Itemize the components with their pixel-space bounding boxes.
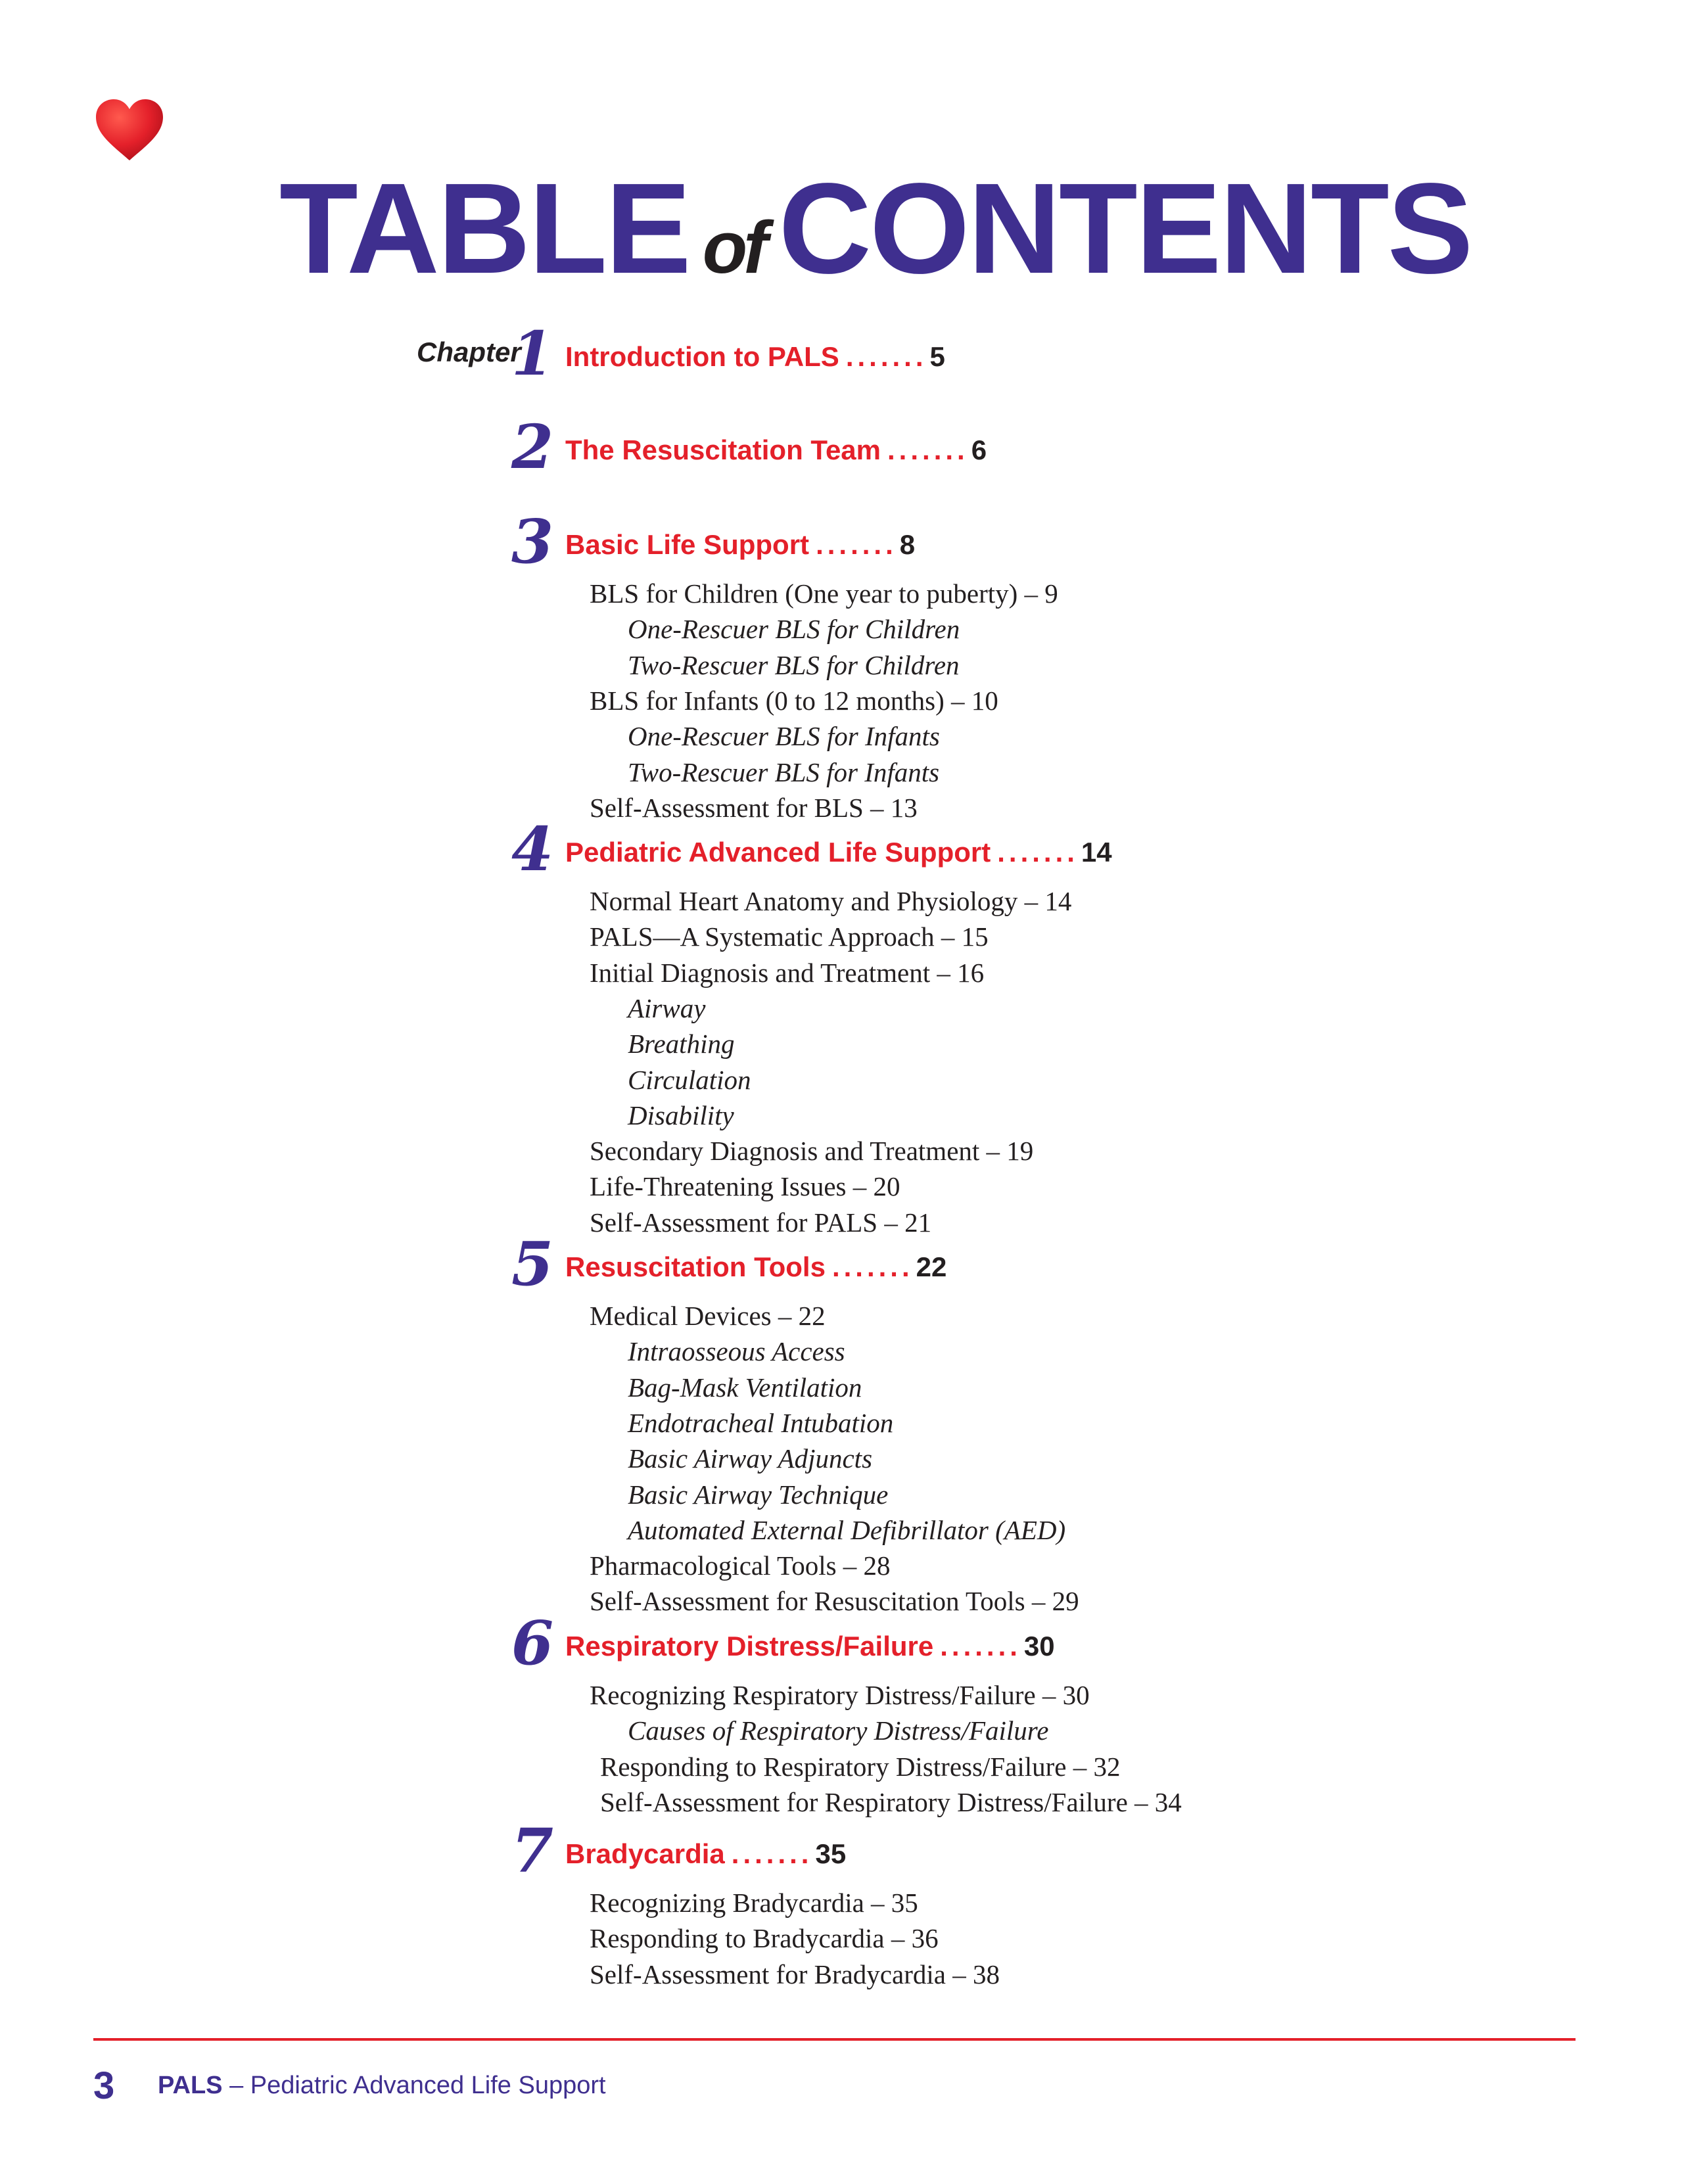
toc-subsection[interactable]: Circulation — [628, 1065, 751, 1095]
footer-title — [158, 2072, 606, 2100]
toc-subsection[interactable]: Endotracheal Intubation — [628, 1408, 894, 1438]
chapter-heading[interactable] — [565, 434, 987, 467]
chapter-leader-dots: ....... — [940, 1631, 1021, 1661]
toc-section[interactable]: Responding to Bradycardia – 36 — [590, 1923, 939, 1953]
chapter-heading[interactable] — [565, 1838, 846, 1870]
toc-subsection[interactable]: Intraosseous Access — [628, 1336, 845, 1366]
footer-page-number: 3 — [93, 2064, 115, 2107]
toc-subsection[interactable]: Bag-Mask Ventilation — [628, 1372, 862, 1403]
toc-section[interactable]: Self-Assessment for PALS – 21 — [590, 1207, 932, 1238]
toc-section[interactable]: Self-Assessment for Respiratory Distress/Failure – 34 — [600, 1787, 1182, 1817]
title-part-contents: CONTENTS — [778, 156, 1472, 300]
toc-section[interactable]: Life-Threatening Issues – 20 — [590, 1171, 900, 1201]
toc-section[interactable]: Pharmacological Tools – 28 — [590, 1550, 891, 1581]
chapter-page-number: 5 — [929, 341, 945, 372]
footer-subtitle: – Pediatric Advanced Life Support — [229, 2072, 606, 2099]
toc-subsection[interactable]: Basic Airway Technique — [628, 1479, 889, 1510]
chapter-page-number: 30 — [1023, 1631, 1055, 1661]
chapter-heading[interactable] — [565, 1251, 946, 1284]
toc-subsection[interactable]: Causes of Respiratory Distress/Failure — [628, 1715, 1049, 1746]
chapter-title: Respiratory Distress/Failure — [565, 1631, 934, 1661]
chapter-leader-dots: ....... — [997, 837, 1079, 868]
toc-section[interactable]: Initial Diagnosis and Treatment – 16 — [590, 958, 985, 988]
chapter-number: 1 — [511, 318, 554, 389]
chapter-title: Introduction to PALS — [565, 341, 839, 372]
toc-subsection[interactable]: Two-Rescuer BLS for Children — [628, 650, 960, 680]
chapter-page-number: 6 — [971, 434, 987, 465]
chapter-number: 6 — [511, 1608, 554, 1679]
toc-section[interactable]: PALS—A Systematic Approach – 15 — [590, 921, 989, 952]
chapter-label: Chapter — [417, 337, 521, 367]
chapter-leader-dots: ....... — [831, 1251, 914, 1282]
toc-section[interactable]: Self-Assessment for Bradycardia – 38 — [590, 1959, 1000, 1989]
chapter-heading[interactable] — [565, 340, 945, 373]
chapter-number: 7 — [511, 1815, 554, 1886]
chapter-number: 5 — [511, 1228, 554, 1299]
chapter-title: Resuscitation Tools — [565, 1251, 826, 1282]
chapter-number: 4 — [511, 814, 554, 885]
chapter-title: The Resuscitation Team — [565, 434, 881, 465]
chapter-page-number: 35 — [815, 1838, 847, 1869]
toc-subsection[interactable]: Automated External Defibrillator (AED) — [628, 1515, 1066, 1545]
footer-rule — [93, 2038, 1576, 2041]
chapter-page-number: 22 — [916, 1251, 947, 1282]
chapter-heading[interactable] — [565, 836, 1112, 869]
chapter-title: Bradycardia — [565, 1838, 725, 1869]
toc-subsection[interactable]: One-Rescuer BLS for Children — [628, 614, 960, 644]
chapter-title: Basic Life Support — [565, 529, 810, 560]
footer-brand: PALS — [158, 2072, 223, 2099]
toc-section[interactable]: Recognizing Bradycardia – 35 — [590, 1888, 918, 1918]
toc-section[interactable]: Self-Assessment for BLS – 13 — [590, 793, 918, 823]
toc-section[interactable]: Normal Heart Anatomy and Physiology – 14 — [590, 886, 1072, 916]
chapter-title: Pediatric Advanced Life Support — [565, 837, 991, 868]
chapter-heading[interactable] — [565, 528, 915, 561]
toc-section[interactable]: Medical Devices – 22 — [590, 1301, 826, 1331]
title-part-of: of — [702, 206, 764, 289]
toc-section[interactable]: Recognizing Respiratory Distress/Failure – 30 — [590, 1680, 1090, 1710]
toc-subsection[interactable]: One-Rescuer BLS for Infants — [628, 721, 940, 751]
toc-subsection[interactable]: Basic Airway Adjuncts — [628, 1443, 873, 1474]
toc-section[interactable]: BLS for Infants (0 to 12 months) – 10 — [590, 685, 998, 716]
chapter-page-number: 8 — [899, 529, 916, 560]
toc-subsection[interactable]: Disability — [628, 1100, 734, 1130]
chapter-number: 3 — [511, 506, 554, 577]
chapter-leader-dots: ....... — [845, 341, 927, 372]
chapter-leader-dots: ....... — [887, 434, 969, 465]
toc-subsection[interactable]: Airway — [628, 993, 706, 1023]
toc-section[interactable]: Self-Assessment for Resuscitation Tools – 29 — [590, 1586, 1079, 1616]
toc-section[interactable]: Responding to Respiratory Distress/Failure – 32 — [600, 1752, 1121, 1782]
chapter-heading[interactable] — [565, 1630, 1055, 1663]
toc-section[interactable]: Secondary Diagnosis and Treatment – 19 — [590, 1136, 1034, 1166]
chapter-page-number: 14 — [1081, 837, 1112, 868]
chapter-leader-dots: ....... — [731, 1838, 813, 1869]
toc-section[interactable]: BLS for Children (One year to puberty) – 9 — [590, 578, 1058, 609]
toc-subsection[interactable]: Breathing — [628, 1029, 735, 1059]
chapter-number: 2 — [511, 411, 554, 482]
toc-subsection[interactable]: Two-Rescuer BLS for Infants — [628, 757, 940, 787]
chapter-leader-dots: ....... — [816, 529, 897, 560]
title-part-table: TABLE — [279, 156, 689, 300]
